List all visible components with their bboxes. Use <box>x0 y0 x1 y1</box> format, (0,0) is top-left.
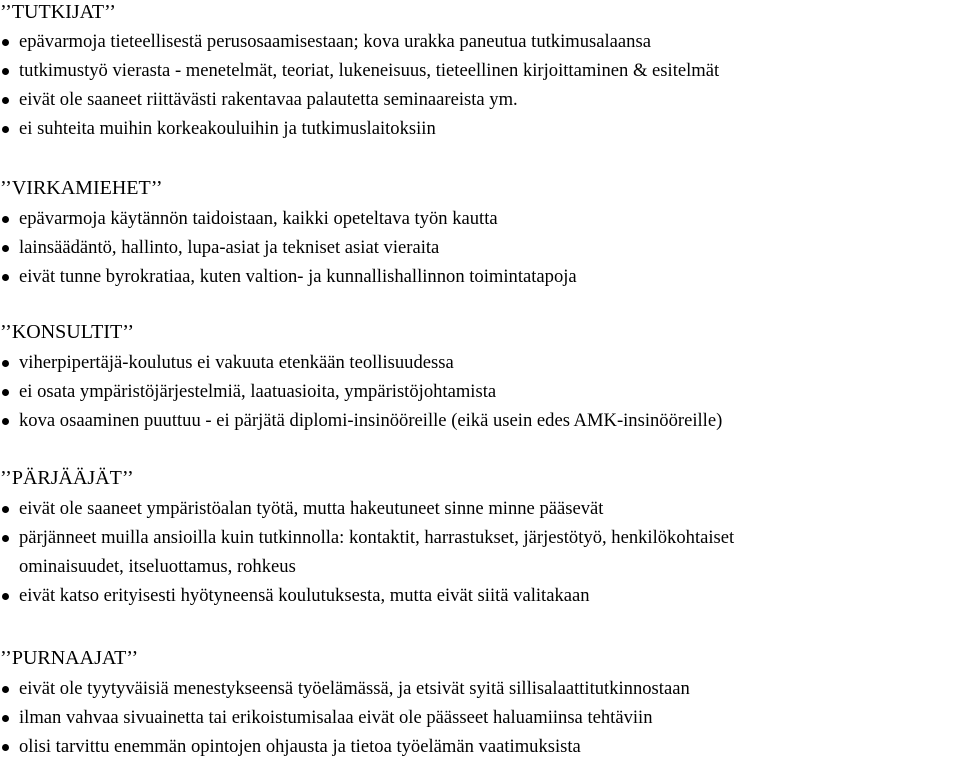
item-text: epävarmoja tieteellisestä perusosaamisestaan; kova urakka paneutua tutkimusalaansa <box>19 31 651 52</box>
list-item <box>0 703 960 732</box>
list-item <box>0 377 960 406</box>
section-heading: ’’KONSULTIT’’ <box>0 321 135 343</box>
section-tutkijat <box>0 0 960 143</box>
item-continuation-text: ominaisuudet, itseluottamus, rohkeus <box>19 556 296 577</box>
bullet-icon <box>2 506 9 513</box>
item-text: eivät ole saaneet ympäristöalan työtä, mutta hakeutuneet sinne minne pääsevät <box>19 498 604 519</box>
item-text: pärjänneet muilla ansioilla kuin tutkinnolla: kontaktit, harrastukset, järjestötyö, henkilökohtaiset <box>19 527 735 548</box>
list-item <box>0 85 960 114</box>
section-heading: ’’TUTKIJAT’’ <box>0 1 116 23</box>
bullet-list <box>0 27 960 143</box>
bullet-list <box>0 204 960 291</box>
item-text: ei osata ympäristöjärjestelmiä, laatuasioita, ympäristöjohtamista <box>19 381 497 402</box>
section-virkamiehet <box>0 176 960 291</box>
item-text: tutkimustyö vierasta - menetelmät, teoriat, lukeneisuus, tieteellinen kirjoittaminen & esitelmät <box>19 60 720 81</box>
item-text: eivät ole saaneet riittävästi rakentavaa palautetta seminaareista ym. <box>19 89 518 110</box>
list-item <box>0 581 960 610</box>
bullet-icon <box>2 535 9 542</box>
item-text: epävarmoja käytännön taidoistaan, kaikki opeteltava työn kautta <box>19 208 498 229</box>
bullet-icon <box>2 360 9 367</box>
item-text: kova osaaminen puuttuu - ei pärjätä diplomi-insinööreille (eikä usein edes AMK-insinööreille) <box>19 410 723 431</box>
bullet-icon <box>2 245 9 252</box>
bullet-icon <box>2 126 9 133</box>
bullet-list <box>0 494 960 610</box>
item-text: olisi tarvittu enemmän opintojen ohjausta ja tietoa työelämän vaatimuksista <box>19 736 581 757</box>
bullet-icon <box>2 39 9 46</box>
section-heading: ’’PÄRJÄÄJÄT’’ <box>0 467 134 489</box>
list-item <box>0 523 960 581</box>
item-text: eivät ole tyytyväisiä menestykseensä työelämässä, ja etsivät syitä sillisalaattitutkinnostaan <box>19 678 690 699</box>
bullet-icon <box>2 715 9 722</box>
item-text: eivät tunne byrokratiaa, kuten valtion- ja kunnallishallinnon toimintatapoja <box>19 266 577 287</box>
item-text: viherpipertäjä-koulutus ei vakuuta etenkään teollisuudessa <box>19 352 454 373</box>
bullet-icon <box>2 744 9 751</box>
bullet-icon <box>2 686 9 693</box>
list-item <box>0 204 960 233</box>
item-text: lainsäädäntö, hallinto, lupa-asiat ja tekniset asiat vieraita <box>19 237 440 258</box>
list-item <box>0 406 960 435</box>
bullet-icon <box>2 216 9 223</box>
section-heading: ’’VIRKAMIEHET’’ <box>0 177 163 199</box>
bullet-list <box>0 348 960 435</box>
bullet-icon <box>2 593 9 600</box>
bullet-icon <box>2 68 9 75</box>
list-item <box>0 732 960 761</box>
section-heading: ’’PURNAAJAT’’ <box>0 647 139 669</box>
list-item <box>0 494 960 523</box>
list-item <box>0 233 960 262</box>
list-item <box>0 56 960 85</box>
section-konsultit <box>0 320 960 435</box>
bullet-icon <box>2 418 9 425</box>
section-parjaajat <box>0 466 960 610</box>
bullet-icon <box>2 97 9 104</box>
item-text: eivät katso erityisesti hyötyneensä koulutuksesta, mutta eivät siitä valitakaan <box>19 585 590 606</box>
bullet-list <box>0 674 960 761</box>
list-item <box>0 348 960 377</box>
list-item <box>0 27 960 56</box>
list-item <box>0 114 960 143</box>
list-item <box>0 674 960 703</box>
item-text: ei suhteita muihin korkeakouluihin ja tutkimuslaitoksiin <box>19 118 436 139</box>
section-purnaajat <box>0 646 960 761</box>
item-text: ilman vahvaa sivuainetta tai erikoistumisalaa eivät ole päässeet haluamiinsa tehtäviin <box>19 707 653 728</box>
bullet-icon <box>2 389 9 396</box>
list-item <box>0 262 960 291</box>
bullet-icon <box>2 274 9 281</box>
